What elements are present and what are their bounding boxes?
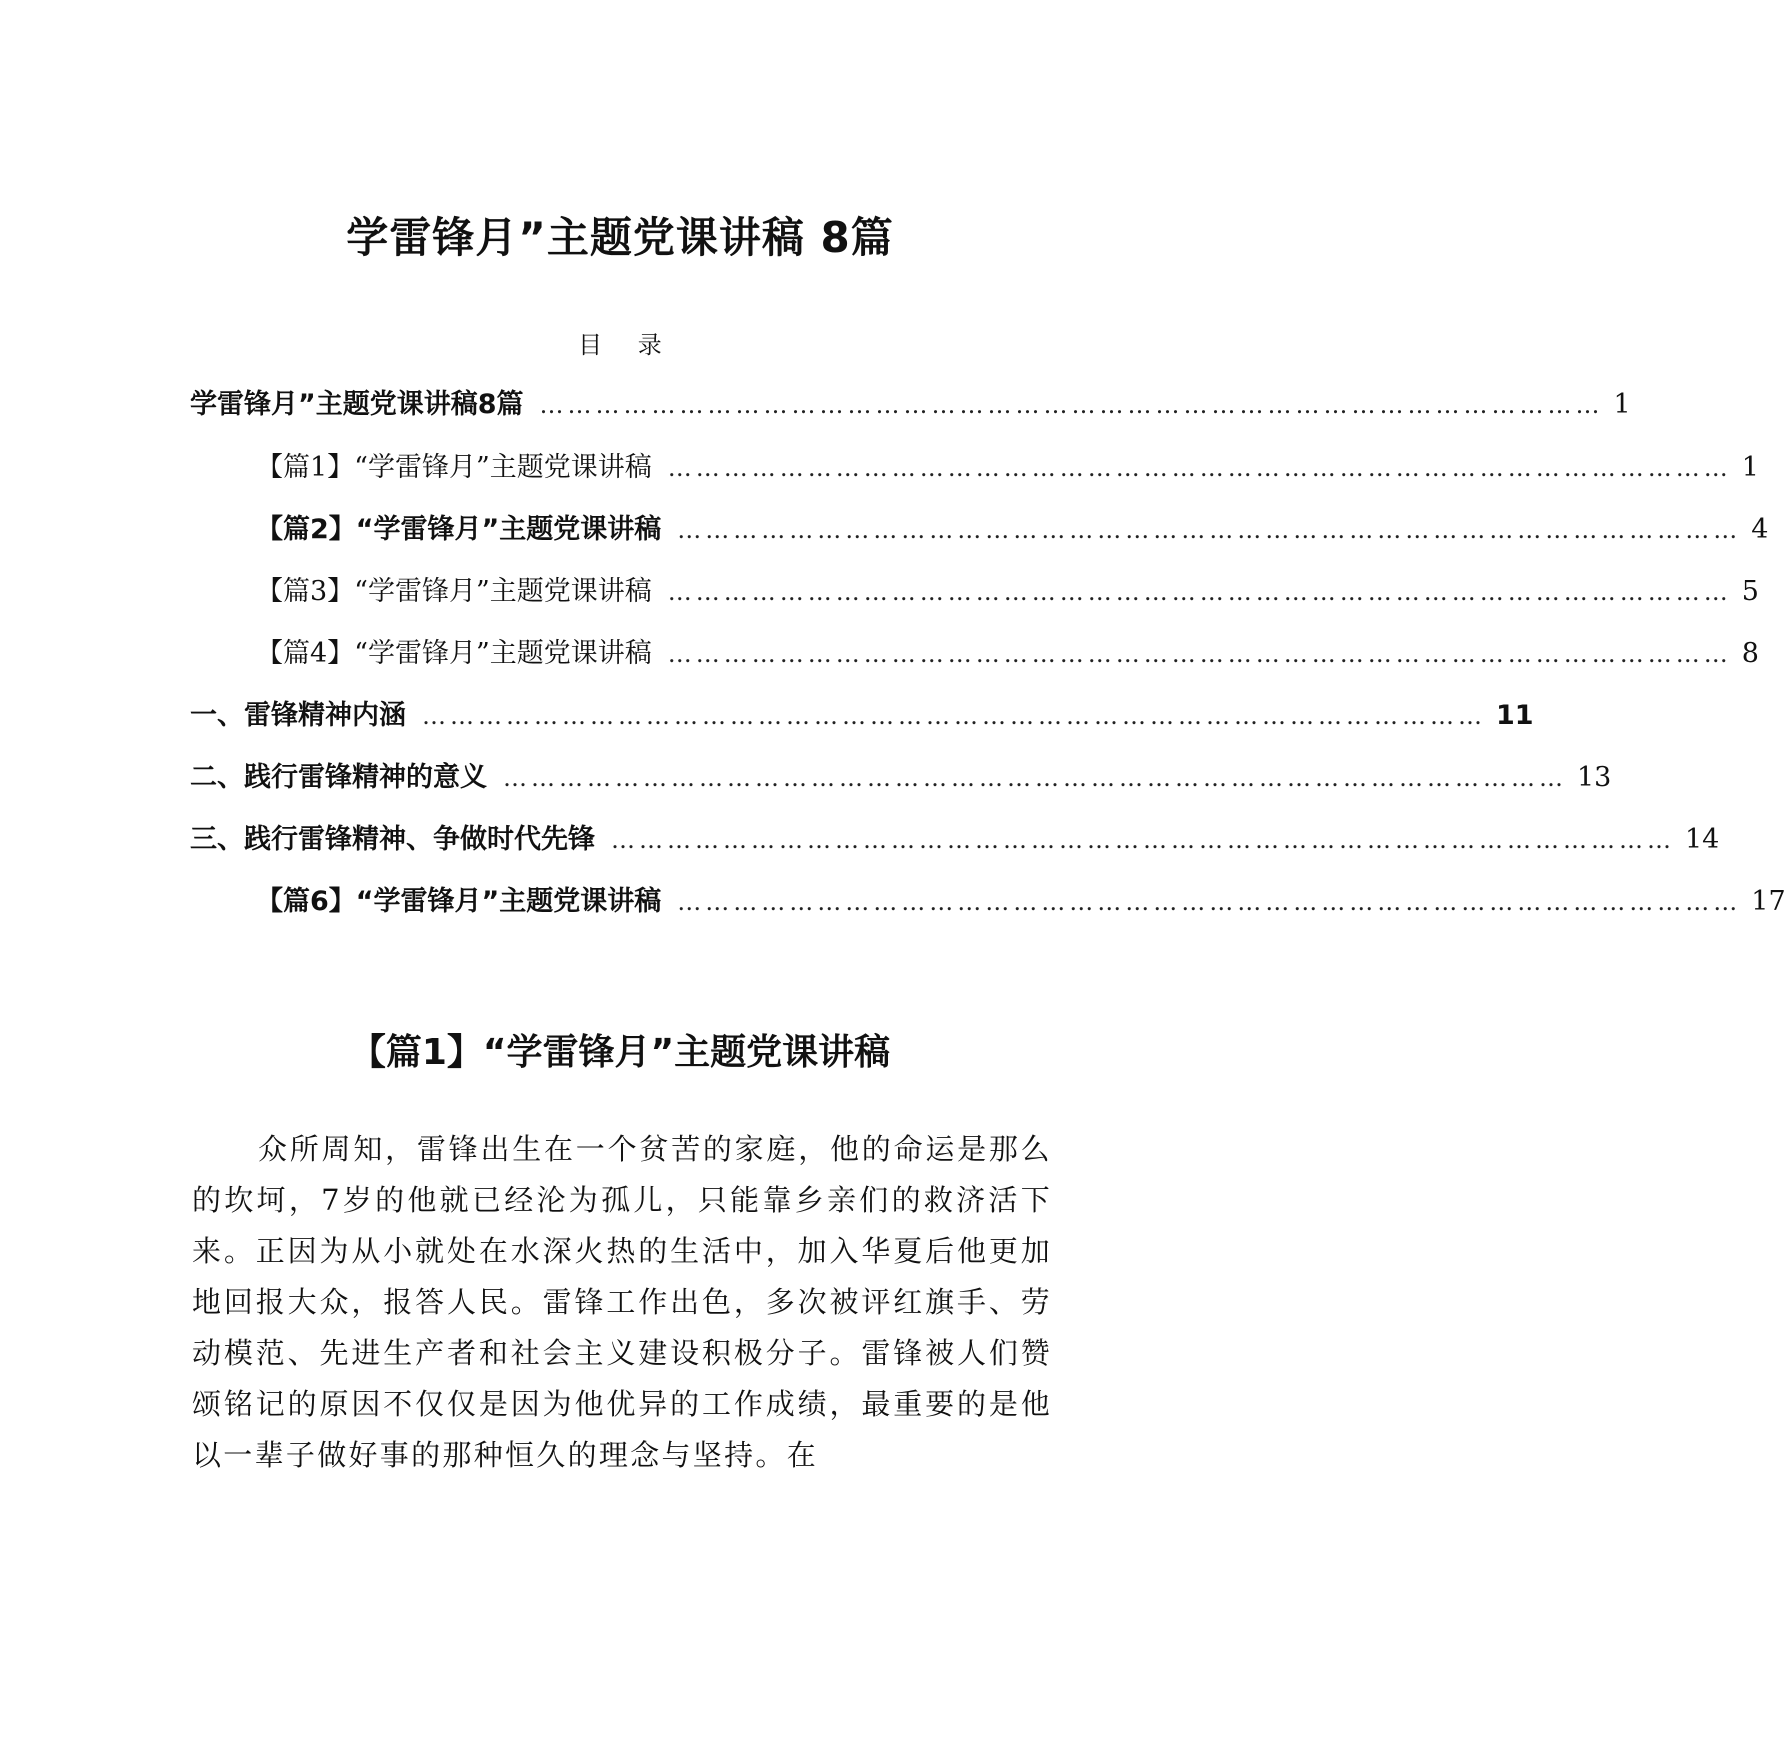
toc-entry-title: 【篇6】“学雷锋月”主题党课讲稿 xyxy=(256,886,662,917)
toc-entry-page: 14 xyxy=(1685,824,1720,855)
document-title: 学雷锋月”主题党课讲稿 8篇 xyxy=(346,213,894,262)
toc-entry[interactable] xyxy=(256,569,1759,615)
toc-entry-page: 8 xyxy=(1741,638,1759,669)
toc-entry[interactable] xyxy=(256,507,1769,553)
toc-dot-leader: …………………………………………………………………………………………………… xyxy=(667,578,1732,606)
toc-entry-title: 三、践行雷锋精神、争做时代先锋 xyxy=(190,824,595,855)
toc-entry-title: 一、雷锋精神内涵 xyxy=(190,700,406,731)
toc-entry[interactable] xyxy=(256,445,1759,491)
toc-entry-page: 4 xyxy=(1751,514,1769,545)
toc-entry[interactable] xyxy=(190,693,1534,739)
toc-entry[interactable] xyxy=(190,382,1631,428)
toc-entry[interactable] xyxy=(190,817,1720,863)
toc-entry-title: 【篇2】“学雷锋月”主题党课讲稿 xyxy=(256,514,662,545)
toc-dot-leader: …………………………………………………………………………………………………… xyxy=(677,516,1742,544)
toc-entry-title: 【篇4】“学雷锋月”主题党课讲稿 xyxy=(256,638,652,669)
toc-dot-leader: …………………………………………………………………………………………………… xyxy=(611,826,1675,854)
toc-dot-leader: …………………………………………………………………………………………………… xyxy=(422,702,1486,730)
toc-heading: 目 录 xyxy=(578,331,676,359)
toc-dot-leader: …………………………………………………………………………………………………… xyxy=(503,764,1567,792)
section-heading: 【篇1】“学雷锋月”主题党课讲稿 xyxy=(349,1032,891,1073)
toc-entry[interactable] xyxy=(190,755,1612,801)
toc-entry[interactable] xyxy=(256,631,1759,677)
toc-entry[interactable] xyxy=(256,879,1786,925)
toc-entry-page: 1 xyxy=(1613,389,1631,420)
toc-entry-page: 1 xyxy=(1741,452,1759,483)
toc-entry-page: 5 xyxy=(1741,576,1759,607)
body-paragraph: 众所周知，雷锋出生在一个贫苦的家庭，他的命运是那么的坎坷，7岁的他就已经沦为孤儿，只能靠乡亲们的救济活下来。正因为从小就处在水深火热的生活中，加入华夏后他更加地回报大众，报答人民。雷锋工作出色，多次被评红旗手、劳动模范、先进生产者和社会主义建设积极分子。雷锋被人们赞颂铭记的原因不仅仅是因为他优异的工作成绩，最重要的是他以一辈子做好事的那种恒久的理念与坚持。在 xyxy=(192,1132,1052,1472)
toc-dot-leader: …………………………………………………………………………………………………… xyxy=(667,454,1732,482)
toc-entry-page: 17 xyxy=(1751,886,1786,917)
toc-dot-leader: …………………………………………………………………………………………………… xyxy=(667,640,1732,668)
toc-entry-page: 13 xyxy=(1577,762,1612,793)
toc-dot-leader: …………………………………………………………………………………………………… xyxy=(677,888,1742,916)
toc-entry-title: 【篇3】“学雷锋月”主题党课讲稿 xyxy=(256,576,652,607)
toc-entry-page: 11 xyxy=(1496,700,1534,731)
toc-dot-leader: …………………………………………………………………………………………………… xyxy=(539,391,1604,419)
toc-entry-title: 学雷锋月”主题党课讲稿8篇 xyxy=(190,389,524,420)
toc-entry-title: 【篇1】“学雷锋月”主题党课讲稿 xyxy=(256,452,652,483)
toc-entry-title: 二、践行雷锋精神的意义 xyxy=(190,762,487,793)
